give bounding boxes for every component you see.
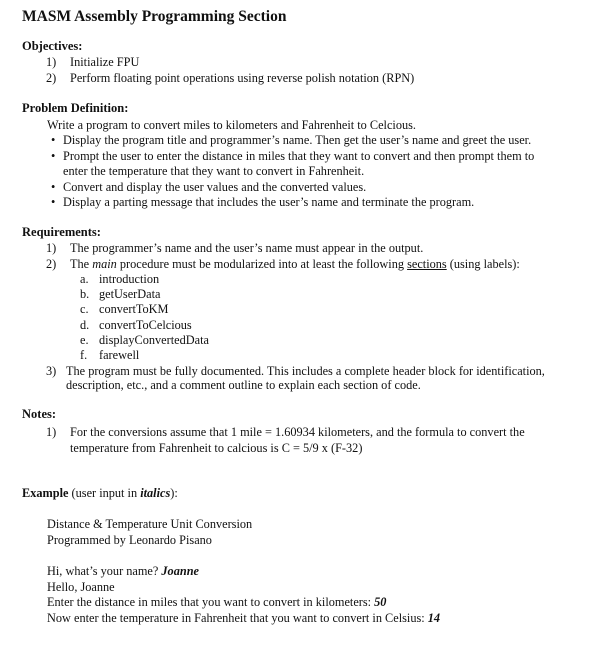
note-text-continued: temperature from Fahrenheit to calcious is C = 5/9 x (F-32) — [70, 441, 363, 455]
example-output-line: Now enter the temperature in Fahrenheit that you want to convert in Celsius: 14 — [47, 611, 441, 625]
section-letter: d. — [80, 318, 90, 332]
page-title: MASM Assembly Programming Section — [22, 8, 287, 25]
section-letter: f. — [80, 348, 88, 362]
example-output-line: Distance & Temperature Unit Conversion — [47, 517, 253, 531]
objective-number: 2) — [46, 71, 57, 85]
bullet-icon: • — [51, 133, 56, 147]
note-text: For the conversions assume that 1 mile = 1.60934 kilometers, and the formula to convert the — [70, 425, 525, 439]
objective-number: 1) — [46, 55, 57, 69]
section-letter: a. — [80, 272, 89, 286]
section-letter: c. — [80, 302, 89, 316]
underlined-sections: sections — [407, 257, 447, 271]
objective-text: Initialize FPU — [70, 55, 140, 69]
example-output-line: Hello, Joanne — [47, 580, 115, 594]
requirements-heading: Requirements: — [22, 225, 101, 239]
notes-heading: Notes: — [22, 407, 57, 421]
problem-heading: Problem Definition: — [22, 101, 129, 115]
requirement-text: The program must be fully documented. This includes a complete header block for identification, — [66, 364, 545, 378]
problem-intro: Write a program to convert miles to kilometers and Fahrenheit to Celcious. — [47, 118, 416, 132]
requirement-number: 3) — [46, 364, 57, 378]
section-label: displayConvertedData — [99, 333, 209, 347]
section-label: farewell — [99, 348, 140, 362]
requirement-text: The main procedure must be modularized into at least the following sections (using labels): — [70, 257, 520, 271]
example-user-input: 50 — [374, 595, 387, 609]
problem-bullet-continued: enter the temperature that they want to convert in Fahrenheit. — [63, 164, 365, 178]
example-user-input: Joanne — [161, 564, 199, 578]
example-output-line: Enter the distance in miles that you want to convert in kilometers: 50 — [47, 595, 387, 609]
bullet-icon: • — [51, 195, 56, 209]
bullet-icon: • — [51, 149, 56, 163]
requirement-text: The programmer’s name and the user’s name must appear in the output. — [70, 241, 424, 255]
example-output-line: Hi, what’s your name? Joanne — [47, 564, 199, 578]
section-label: getUserData — [99, 287, 161, 301]
section-letter: b. — [80, 287, 90, 301]
section-label: convertToCelcious — [99, 318, 192, 332]
objective-text: Perform floating point operations using reverse polish notation (RPN) — [70, 71, 415, 85]
problem-bullet: Convert and display the user values and the converted values. — [63, 180, 367, 194]
objectives-heading: Objectives: — [22, 39, 83, 53]
section-label: convertToKM — [99, 302, 169, 316]
note-number: 1) — [46, 425, 57, 439]
example-heading: Example (user input in italics): — [22, 486, 178, 500]
example-output-line: Programmed by Leonardo Pisano — [47, 533, 212, 547]
italic-main: main — [92, 257, 117, 271]
example-user-input: 14 — [427, 611, 441, 625]
requirement-text-continued: description, etc., and a comment outline to explain each section of code. — [66, 378, 421, 392]
section-label: introduction — [99, 272, 160, 286]
requirement-number: 1) — [46, 241, 57, 255]
problem-bullet: Prompt the user to enter the distance in miles that they want to convert and then prompt them to — [63, 149, 535, 163]
bullet-icon: • — [51, 180, 56, 194]
problem-bullet: Display the program title and programmer’s name. Then get the user’s name and greet the user. — [63, 133, 532, 147]
requirement-number: 2) — [46, 257, 57, 271]
problem-bullet: Display a parting message that includes the user’s name and terminate the program. — [63, 195, 475, 209]
section-letter: e. — [80, 333, 89, 347]
